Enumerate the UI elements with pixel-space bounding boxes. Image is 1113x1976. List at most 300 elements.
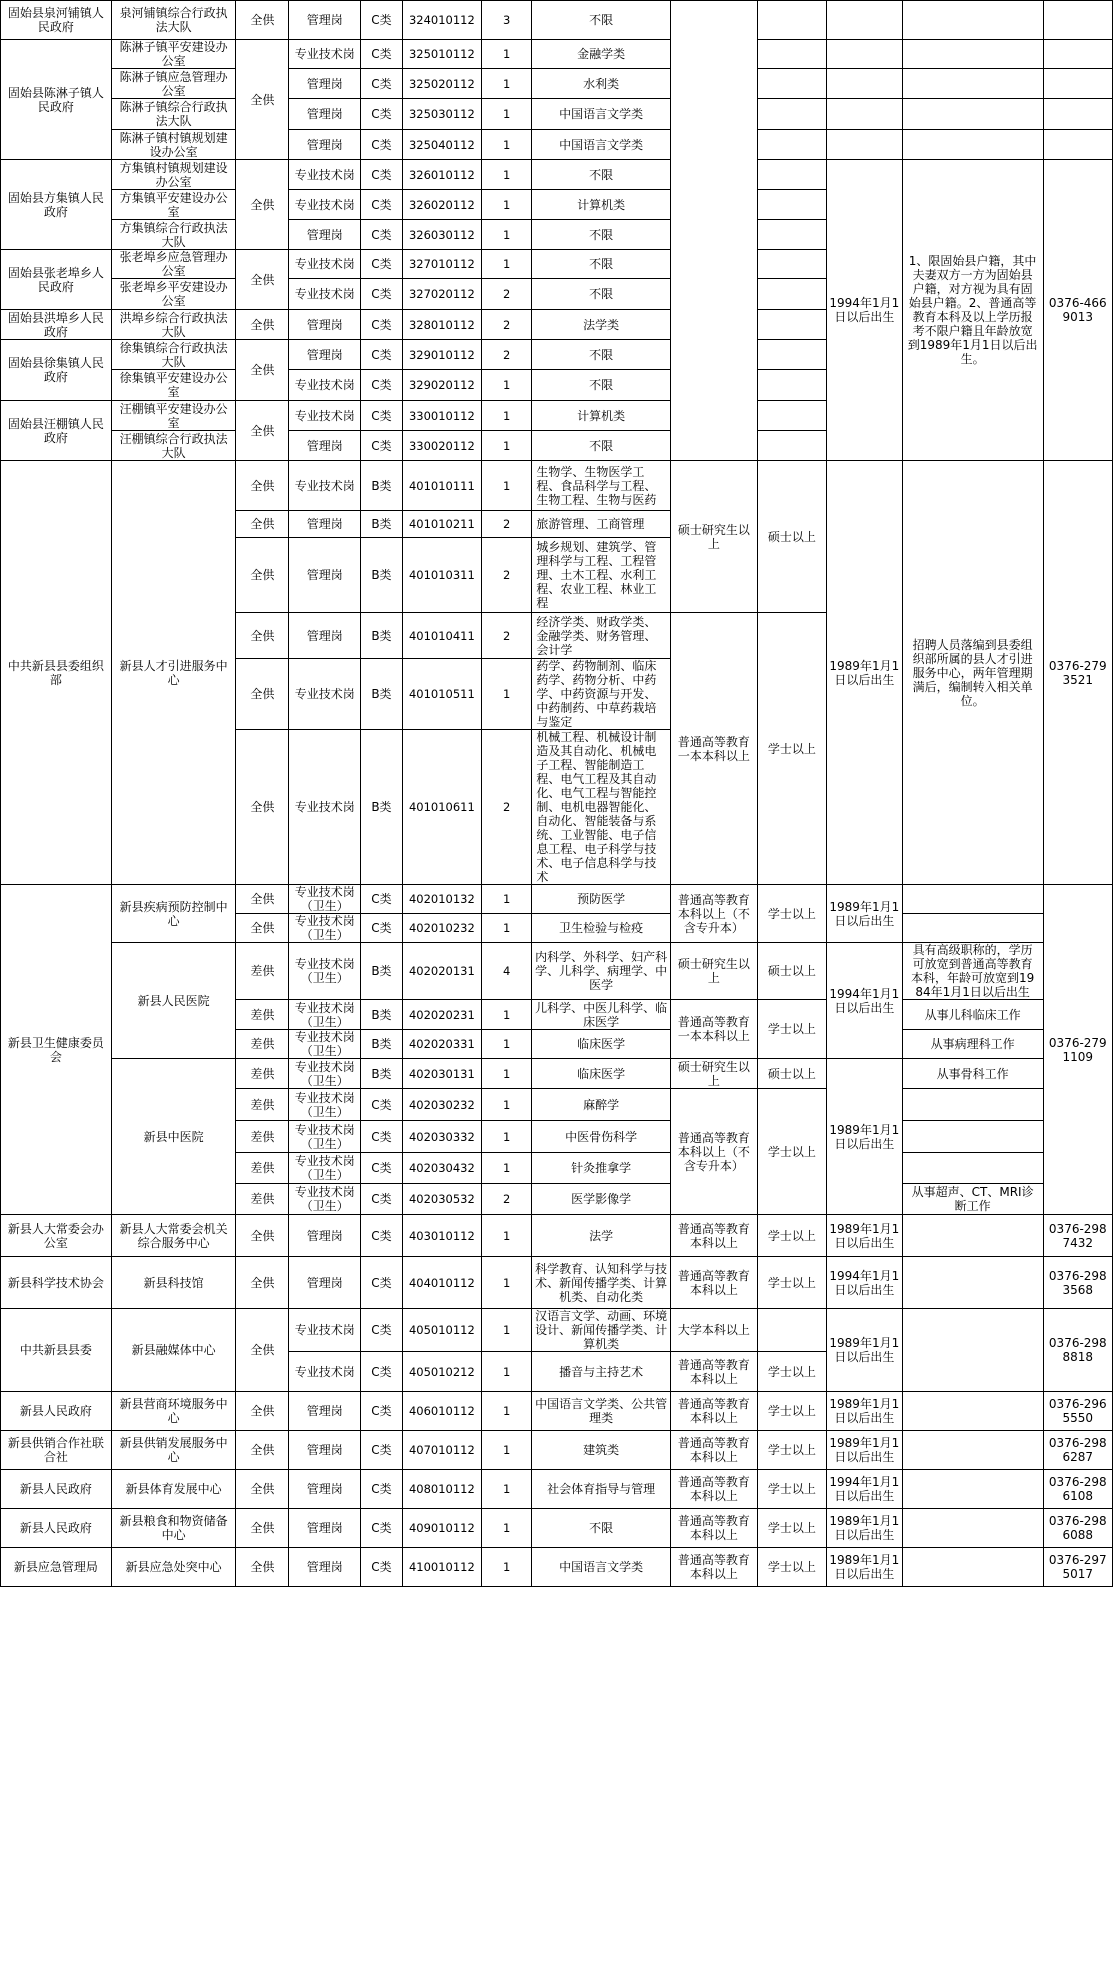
notes-cell bbox=[902, 1309, 1043, 1392]
unit-cell: 徐集镇综合行政执法大队 bbox=[111, 340, 236, 370]
degree-cell bbox=[757, 310, 826, 340]
post-code-cell: 325020112 bbox=[402, 69, 481, 99]
funding-cell: 全供 bbox=[236, 1431, 289, 1470]
phone-cell: 0376-4669013 bbox=[1043, 160, 1112, 461]
unit-cell: 新县融媒体中心 bbox=[111, 1309, 236, 1392]
post-type-cell: 专业技术岗 bbox=[289, 190, 361, 220]
post-code-cell: 326020112 bbox=[402, 190, 481, 220]
unit-cell: 汪棚镇综合行政执法大队 bbox=[111, 431, 236, 461]
post-type-cell: 专业技术岗（卫生） bbox=[289, 1059, 361, 1089]
table-row bbox=[1, 1548, 1113, 1587]
notes-cell: 1、限固始县户籍，其中夫妻双方一方为固始县户籍，对方视为具有固始县户籍。2、普通高等教育本科及以上学历报考不限户籍且年龄放宽到1989年1月1日以后出生。 bbox=[902, 160, 1043, 461]
headcount-cell: 2 bbox=[482, 279, 532, 310]
funding-cell: 全供 bbox=[236, 40, 289, 160]
notes-cell bbox=[902, 1548, 1043, 1587]
unit-cell: 方集镇综合行政执法大队 bbox=[111, 220, 236, 250]
table-row bbox=[1, 69, 1113, 99]
post-type-cell: 专业技术岗 bbox=[289, 250, 361, 279]
post-type-cell: 管理岗 bbox=[289, 1392, 361, 1431]
age-cell: 1994年1月1日以后出生 bbox=[827, 160, 903, 461]
headcount-cell: 1 bbox=[482, 130, 532, 160]
post-type-cell: 专业技术岗（卫生） bbox=[289, 943, 361, 1000]
degree-cell: 学士以上 bbox=[757, 1431, 826, 1470]
headcount-cell: 1 bbox=[482, 885, 532, 914]
degree-cell bbox=[757, 69, 826, 99]
post-type-cell: 专业技术岗 bbox=[289, 1309, 361, 1352]
funding-cell: 全供 bbox=[236, 1470, 289, 1509]
headcount-cell: 4 bbox=[482, 943, 532, 1000]
major-cell: 卫生检验与检疫 bbox=[532, 914, 671, 943]
degree-cell bbox=[757, 250, 826, 279]
post-type-cell: 专业技术岗 bbox=[289, 279, 361, 310]
post-type-cell: 专业技术岗 bbox=[289, 659, 361, 730]
category-cell: C类 bbox=[361, 401, 403, 431]
age-cell: 1989年1月1日以后出生 bbox=[827, 461, 903, 885]
age-cell: 1989年1月1日以后出生 bbox=[827, 1309, 903, 1392]
table-row bbox=[1, 1509, 1113, 1548]
age-cell: 1989年1月1日以后出生 bbox=[827, 1392, 903, 1431]
table-row bbox=[1, 40, 1113, 69]
table-row bbox=[1, 99, 1113, 130]
unit-cell: 洪埠乡综合行政执法大队 bbox=[111, 310, 236, 340]
education-cell: 普通高等教育一本本科以上 bbox=[670, 613, 757, 885]
notes-cell bbox=[902, 69, 1043, 99]
post-code-cell: 402030332 bbox=[402, 1121, 481, 1153]
headcount-cell: 1 bbox=[482, 1309, 532, 1352]
post-code-cell: 401010311 bbox=[402, 538, 481, 613]
post-type-cell: 专业技术岗（卫生） bbox=[289, 1089, 361, 1121]
degree-cell: 学士以上 bbox=[757, 1257, 826, 1309]
degree-cell: 硕士以上 bbox=[757, 943, 826, 1000]
degree-cell: 学士以上 bbox=[757, 1089, 826, 1215]
post-type-cell: 管理岗 bbox=[289, 613, 361, 659]
post-code-cell: 410010112 bbox=[402, 1548, 481, 1587]
table-row bbox=[1, 160, 1113, 190]
category-cell: C类 bbox=[361, 279, 403, 310]
funding-cell: 全供 bbox=[236, 1, 289, 40]
funding-cell: 全供 bbox=[236, 1309, 289, 1392]
age-cell: 1994年1月1日以后出生 bbox=[827, 1257, 903, 1309]
unit-cell: 新县人大常委会机关综合服务中心 bbox=[111, 1215, 236, 1257]
post-code-cell: 402030432 bbox=[402, 1153, 481, 1184]
degree-cell: 学士以上 bbox=[757, 1509, 826, 1548]
headcount-cell: 3 bbox=[482, 1, 532, 40]
unit-cell: 新县人民医院 bbox=[111, 943, 236, 1059]
age-cell: 1994年1月1日以后出生 bbox=[827, 943, 903, 1059]
headcount-cell: 1 bbox=[482, 401, 532, 431]
degree-cell: 学士以上 bbox=[757, 1000, 826, 1059]
funding-cell: 全供 bbox=[236, 160, 289, 250]
funding-cell: 差供 bbox=[236, 1000, 289, 1030]
post-code-cell: 405010112 bbox=[402, 1309, 481, 1352]
post-type-cell: 管理岗 bbox=[289, 1470, 361, 1509]
post-code-cell: 405010212 bbox=[402, 1352, 481, 1392]
category-cell: C类 bbox=[361, 160, 403, 190]
category-cell: B类 bbox=[361, 943, 403, 1000]
phone-cell bbox=[1043, 1, 1112, 40]
funding-cell: 全供 bbox=[236, 885, 289, 914]
phone-cell: 0376-2975017 bbox=[1043, 1548, 1112, 1587]
major-cell: 科学教育、认知科学与技术、新闻传播学类、计算机类、自动化类 bbox=[532, 1257, 671, 1309]
category-cell: C类 bbox=[361, 1153, 403, 1184]
table-row bbox=[1, 1215, 1113, 1257]
degree-cell: 硕士以上 bbox=[757, 461, 826, 613]
category-cell: B类 bbox=[361, 511, 403, 538]
category-cell: C类 bbox=[361, 220, 403, 250]
post-code-cell: 326030112 bbox=[402, 220, 481, 250]
unit-cell: 陈淋子镇应急管理办公室 bbox=[111, 69, 236, 99]
post-code-cell: 327020112 bbox=[402, 279, 481, 310]
funding-cell: 全供 bbox=[236, 914, 289, 943]
age-cell bbox=[827, 130, 903, 160]
degree-cell bbox=[757, 279, 826, 310]
category-cell: C类 bbox=[361, 1470, 403, 1509]
major-cell: 计算机类 bbox=[532, 401, 671, 431]
headcount-cell: 2 bbox=[482, 340, 532, 370]
post-type-cell: 专业技术岗（卫生） bbox=[289, 1000, 361, 1030]
major-cell: 临床医学 bbox=[532, 1059, 671, 1089]
education-cell: 普通高等教育本科以上 bbox=[670, 1509, 757, 1548]
department-cell: 新县人民政府 bbox=[1, 1392, 112, 1431]
funding-cell: 全供 bbox=[236, 538, 289, 613]
headcount-cell: 2 bbox=[482, 538, 532, 613]
post-code-cell: 401010411 bbox=[402, 613, 481, 659]
education-cell: 硕士研究生以上 bbox=[670, 461, 757, 613]
department-cell: 中共新县县委组织部 bbox=[1, 461, 112, 885]
headcount-cell: 1 bbox=[482, 1509, 532, 1548]
unit-cell: 新县供销发展服务中心 bbox=[111, 1431, 236, 1470]
department-cell: 固始县洪埠乡人民政府 bbox=[1, 310, 112, 340]
department-cell: 中共新县县委 bbox=[1, 1309, 112, 1392]
category-cell: B类 bbox=[361, 538, 403, 613]
funding-cell: 差供 bbox=[236, 1121, 289, 1153]
notes-cell bbox=[902, 1, 1043, 40]
major-cell: 城乡规划、建筑学、管理科学与工程、工程管理、土木工程、水利工程、农业工程、林业工程 bbox=[532, 538, 671, 613]
post-code-cell: 408010112 bbox=[402, 1470, 481, 1509]
headcount-cell: 2 bbox=[482, 1184, 532, 1215]
degree-cell: 学士以上 bbox=[757, 885, 826, 943]
post-code-cell: 328010112 bbox=[402, 310, 481, 340]
category-cell: C类 bbox=[361, 914, 403, 943]
degree-cell bbox=[757, 340, 826, 370]
funding-cell: 全供 bbox=[236, 511, 289, 538]
notes-cell: 具有高级职称的，学历可放宽到普通高等教育本科，年龄可放宽到1984年1月1日以后出生 bbox=[902, 943, 1043, 1000]
age-cell: 1989年1月1日以后出生 bbox=[827, 1509, 903, 1548]
headcount-cell: 1 bbox=[482, 99, 532, 130]
post-type-cell: 管理岗 bbox=[289, 431, 361, 461]
department-cell: 固始县方集镇人民政府 bbox=[1, 160, 112, 250]
education-cell: 普通高等教育本科以上（不含专升本） bbox=[670, 1089, 757, 1215]
major-cell: 药学、药物制剂、临床药学、药物分析、中药学、中药资源与开发、中药制药、中草药栽培与鉴定 bbox=[532, 659, 671, 730]
age-cell: 1994年1月1日以后出生 bbox=[827, 1470, 903, 1509]
major-cell: 医学影像学 bbox=[532, 1184, 671, 1215]
table-row bbox=[1, 1431, 1113, 1470]
post-type-cell: 专业技术岗（卫生） bbox=[289, 1184, 361, 1215]
major-cell: 中国语言文学类 bbox=[532, 130, 671, 160]
post-type-cell: 专业技术岗 bbox=[289, 40, 361, 69]
unit-cell: 新县中医院 bbox=[111, 1059, 236, 1215]
phone-cell bbox=[1043, 40, 1112, 69]
headcount-cell: 1 bbox=[482, 40, 532, 69]
major-cell: 社会体育指导与管理 bbox=[532, 1470, 671, 1509]
post-type-cell: 专业技术岗 bbox=[289, 730, 361, 885]
unit-cell: 新县营商环境服务中心 bbox=[111, 1392, 236, 1431]
category-cell: C类 bbox=[361, 1548, 403, 1587]
notes-cell bbox=[902, 1509, 1043, 1548]
post-type-cell: 专业技术岗（卫生） bbox=[289, 885, 361, 914]
unit-cell: 徐集镇平安建设办公室 bbox=[111, 370, 236, 401]
education-cell: 普通高等教育本科以上 bbox=[670, 1215, 757, 1257]
category-cell: C类 bbox=[361, 1509, 403, 1548]
phone-cell: 0376-2986108 bbox=[1043, 1470, 1112, 1509]
notes-cell: 从事超声、CT、MRI诊断工作 bbox=[902, 1184, 1043, 1215]
funding-cell: 差供 bbox=[236, 1153, 289, 1184]
post-type-cell: 管理岗 bbox=[289, 511, 361, 538]
category-cell: C类 bbox=[361, 1, 403, 40]
post-code-cell: 325040112 bbox=[402, 130, 481, 160]
category-cell: C类 bbox=[361, 69, 403, 99]
table-row bbox=[1, 943, 1113, 1000]
post-type-cell: 管理岗 bbox=[289, 1548, 361, 1587]
notes-cell bbox=[902, 1470, 1043, 1509]
department-cell: 固始县泉河铺镇人民政府 bbox=[1, 1, 112, 40]
degree-cell bbox=[757, 1, 826, 40]
funding-cell: 全供 bbox=[236, 310, 289, 340]
post-code-cell: 402010232 bbox=[402, 914, 481, 943]
notes-cell bbox=[902, 914, 1043, 943]
major-cell: 不限 bbox=[532, 370, 671, 401]
major-cell: 中国语言文学类 bbox=[532, 1548, 671, 1587]
headcount-cell: 1 bbox=[482, 1431, 532, 1470]
notes-cell bbox=[902, 1089, 1043, 1121]
major-cell: 汉语言文学、动画、环境设计、新闻传播学类、计算机类 bbox=[532, 1309, 671, 1352]
funding-cell: 全供 bbox=[236, 1257, 289, 1309]
post-type-cell: 管理岗 bbox=[289, 538, 361, 613]
education-cell: 普通高等教育本科以上 bbox=[670, 1392, 757, 1431]
category-cell: C类 bbox=[361, 1309, 403, 1352]
notes-cell bbox=[902, 130, 1043, 160]
funding-cell: 全供 bbox=[236, 340, 289, 401]
notes-cell bbox=[902, 1431, 1043, 1470]
headcount-cell: 2 bbox=[482, 730, 532, 885]
degree-cell: 学士以上 bbox=[757, 1548, 826, 1587]
category-cell: C类 bbox=[361, 130, 403, 160]
post-type-cell: 专业技术岗 bbox=[289, 461, 361, 511]
table-row bbox=[1, 1392, 1113, 1431]
funding-cell: 全供 bbox=[236, 401, 289, 461]
notes-cell bbox=[902, 99, 1043, 130]
category-cell: B类 bbox=[361, 730, 403, 885]
degree-cell bbox=[757, 431, 826, 461]
post-type-cell: 管理岗 bbox=[289, 220, 361, 250]
post-code-cell: 329020112 bbox=[402, 370, 481, 401]
post-type-cell: 管理岗 bbox=[289, 1, 361, 40]
post-code-cell: 402030131 bbox=[402, 1059, 481, 1089]
table-row bbox=[1, 885, 1113, 914]
department-cell: 新县应急管理局 bbox=[1, 1548, 112, 1587]
age-cell bbox=[827, 40, 903, 69]
education-cell: 硕士研究生以上 bbox=[670, 1059, 757, 1089]
category-cell: C类 bbox=[361, 431, 403, 461]
unit-cell: 张老埠乡应急管理办公室 bbox=[111, 250, 236, 279]
headcount-cell: 1 bbox=[482, 160, 532, 190]
unit-cell: 新县人才引进服务中心 bbox=[111, 461, 236, 885]
degree-cell bbox=[757, 370, 826, 401]
major-cell: 不限 bbox=[532, 1509, 671, 1548]
category-cell: C类 bbox=[361, 1184, 403, 1215]
category-cell: C类 bbox=[361, 1392, 403, 1431]
major-cell: 建筑类 bbox=[532, 1431, 671, 1470]
post-type-cell: 管理岗 bbox=[289, 130, 361, 160]
category-cell: B类 bbox=[361, 613, 403, 659]
post-type-cell: 管理岗 bbox=[289, 1215, 361, 1257]
unit-cell: 新县科技馆 bbox=[111, 1257, 236, 1309]
funding-cell: 全供 bbox=[236, 1548, 289, 1587]
major-cell: 金融学类 bbox=[532, 40, 671, 69]
notes-cell bbox=[902, 1153, 1043, 1184]
post-type-cell: 管理岗 bbox=[289, 1509, 361, 1548]
post-code-cell: 401010511 bbox=[402, 659, 481, 730]
post-type-cell: 专业技术岗 bbox=[289, 1352, 361, 1392]
headcount-cell: 1 bbox=[482, 1153, 532, 1184]
phone-cell: 0376-2983568 bbox=[1043, 1257, 1112, 1309]
department-cell: 固始县陈淋子镇人民政府 bbox=[1, 40, 112, 160]
age-cell bbox=[827, 99, 903, 130]
table-row bbox=[1, 1309, 1113, 1352]
major-cell: 播音与主持艺术 bbox=[532, 1352, 671, 1392]
post-code-cell: 330010112 bbox=[402, 401, 481, 431]
education-cell: 普通高等教育本科以上 bbox=[670, 1431, 757, 1470]
age-cell bbox=[827, 69, 903, 99]
category-cell: B类 bbox=[361, 461, 403, 511]
post-code-cell: 409010112 bbox=[402, 1509, 481, 1548]
age-cell: 1989年1月1日以后出生 bbox=[827, 1059, 903, 1215]
category-cell: C类 bbox=[361, 885, 403, 914]
major-cell: 法学类 bbox=[532, 310, 671, 340]
table-row bbox=[1, 130, 1113, 160]
category-cell: C类 bbox=[361, 40, 403, 69]
funding-cell: 差供 bbox=[236, 1184, 289, 1215]
post-type-cell: 专业技术岗 bbox=[289, 370, 361, 401]
age-cell: 1989年1月1日以后出生 bbox=[827, 885, 903, 943]
post-type-cell: 专业技术岗（卫生） bbox=[289, 1121, 361, 1153]
unit-cell: 新县疾病预防控制中心 bbox=[111, 885, 236, 943]
post-code-cell: 401010211 bbox=[402, 511, 481, 538]
major-cell: 水利类 bbox=[532, 69, 671, 99]
major-cell: 临床医学 bbox=[532, 1030, 671, 1059]
degree-cell bbox=[757, 1309, 826, 1352]
headcount-cell: 1 bbox=[482, 1257, 532, 1309]
category-cell: C类 bbox=[361, 190, 403, 220]
funding-cell: 全供 bbox=[236, 659, 289, 730]
degree-cell: 学士以上 bbox=[757, 1215, 826, 1257]
degree-cell bbox=[757, 190, 826, 220]
degree-cell: 学士以上 bbox=[757, 1392, 826, 1431]
degree-cell bbox=[757, 160, 826, 190]
funding-cell: 全供 bbox=[236, 1509, 289, 1548]
degree-cell: 学士以上 bbox=[757, 613, 826, 885]
notes-cell bbox=[902, 1392, 1043, 1431]
category-cell: C类 bbox=[361, 1089, 403, 1121]
unit-cell: 方集镇平安建设办公室 bbox=[111, 190, 236, 220]
post-code-cell: 403010112 bbox=[402, 1215, 481, 1257]
degree-cell: 学士以上 bbox=[757, 1470, 826, 1509]
category-cell: C类 bbox=[361, 1431, 403, 1470]
notes-cell bbox=[902, 1257, 1043, 1309]
post-type-cell: 管理岗 bbox=[289, 1257, 361, 1309]
age-cell: 1989年1月1日以后出生 bbox=[827, 1548, 903, 1587]
table-body bbox=[1, 1, 1113, 1587]
phone-cell: 0376-2987432 bbox=[1043, 1215, 1112, 1257]
major-cell: 旅游管理、工商管理 bbox=[532, 511, 671, 538]
category-cell: C类 bbox=[361, 99, 403, 130]
headcount-cell: 1 bbox=[482, 250, 532, 279]
major-cell: 中国语言文学类、公共管理类 bbox=[532, 1392, 671, 1431]
major-cell: 法学 bbox=[532, 1215, 671, 1257]
department-cell: 固始县汪棚镇人民政府 bbox=[1, 401, 112, 461]
headcount-cell: 2 bbox=[482, 613, 532, 659]
post-code-cell: 401010111 bbox=[402, 461, 481, 511]
unit-cell: 新县粮食和物资储备中心 bbox=[111, 1509, 236, 1548]
unit-cell: 陈淋子镇平安建设办公室 bbox=[111, 40, 236, 69]
department-cell: 固始县徐集镇人民政府 bbox=[1, 340, 112, 401]
post-type-cell: 专业技术岗（卫生） bbox=[289, 1030, 361, 1059]
degree-cell bbox=[757, 220, 826, 250]
department-cell: 新县人大常委会办公室 bbox=[1, 1215, 112, 1257]
education-cell: 普通高等教育一本本科以上 bbox=[670, 1000, 757, 1059]
education-cell: 普通高等教育本科以上 bbox=[670, 1548, 757, 1587]
post-type-cell: 专业技术岗（卫生） bbox=[289, 914, 361, 943]
post-code-cell: 404010112 bbox=[402, 1257, 481, 1309]
post-code-cell: 402020131 bbox=[402, 943, 481, 1000]
degree-cell bbox=[757, 40, 826, 69]
category-cell: C类 bbox=[361, 1257, 403, 1309]
funding-cell: 差供 bbox=[236, 1059, 289, 1089]
unit-cell: 泉河铺镇综合行政执法大队 bbox=[111, 1, 236, 40]
phone-cell: 0376-2986088 bbox=[1043, 1509, 1112, 1548]
funding-cell: 差供 bbox=[236, 943, 289, 1000]
headcount-cell: 1 bbox=[482, 1470, 532, 1509]
major-cell: 不限 bbox=[532, 220, 671, 250]
category-cell: C类 bbox=[361, 250, 403, 279]
table-row bbox=[1, 1059, 1113, 1089]
category-cell: B类 bbox=[361, 1000, 403, 1030]
category-cell: B类 bbox=[361, 1030, 403, 1059]
unit-cell: 陈淋子镇综合行政执法大队 bbox=[111, 99, 236, 130]
notes-cell bbox=[902, 1215, 1043, 1257]
headcount-cell: 1 bbox=[482, 69, 532, 99]
phone-cell: 0376-2793521 bbox=[1043, 461, 1112, 885]
phone-cell bbox=[1043, 130, 1112, 160]
degree-cell: 硕士以上 bbox=[757, 1059, 826, 1089]
category-cell: B类 bbox=[361, 659, 403, 730]
headcount-cell: 1 bbox=[482, 1059, 532, 1089]
major-cell: 麻醉学 bbox=[532, 1089, 671, 1121]
notes-cell: 从事儿科临床工作 bbox=[902, 1000, 1043, 1030]
unit-cell: 新县应急处突中心 bbox=[111, 1548, 236, 1587]
phone-cell bbox=[1043, 99, 1112, 130]
unit-cell: 汪棚镇平安建设办公室 bbox=[111, 401, 236, 431]
age-cell bbox=[827, 1, 903, 40]
post-code-cell: 402020231 bbox=[402, 1000, 481, 1030]
headcount-cell: 2 bbox=[482, 310, 532, 340]
notes-cell bbox=[902, 1121, 1043, 1153]
notes-cell: 招聘人员落编到县委组织部所属的县人才引进服务中心，两年管理期满后，编制转入相关单位。 bbox=[902, 461, 1043, 885]
unit-cell: 陈淋子镇村镇规划建设办公室 bbox=[111, 130, 236, 160]
funding-cell: 全供 bbox=[236, 730, 289, 885]
major-cell: 中医骨伤科学 bbox=[532, 1121, 671, 1153]
post-code-cell: 406010112 bbox=[402, 1392, 481, 1431]
